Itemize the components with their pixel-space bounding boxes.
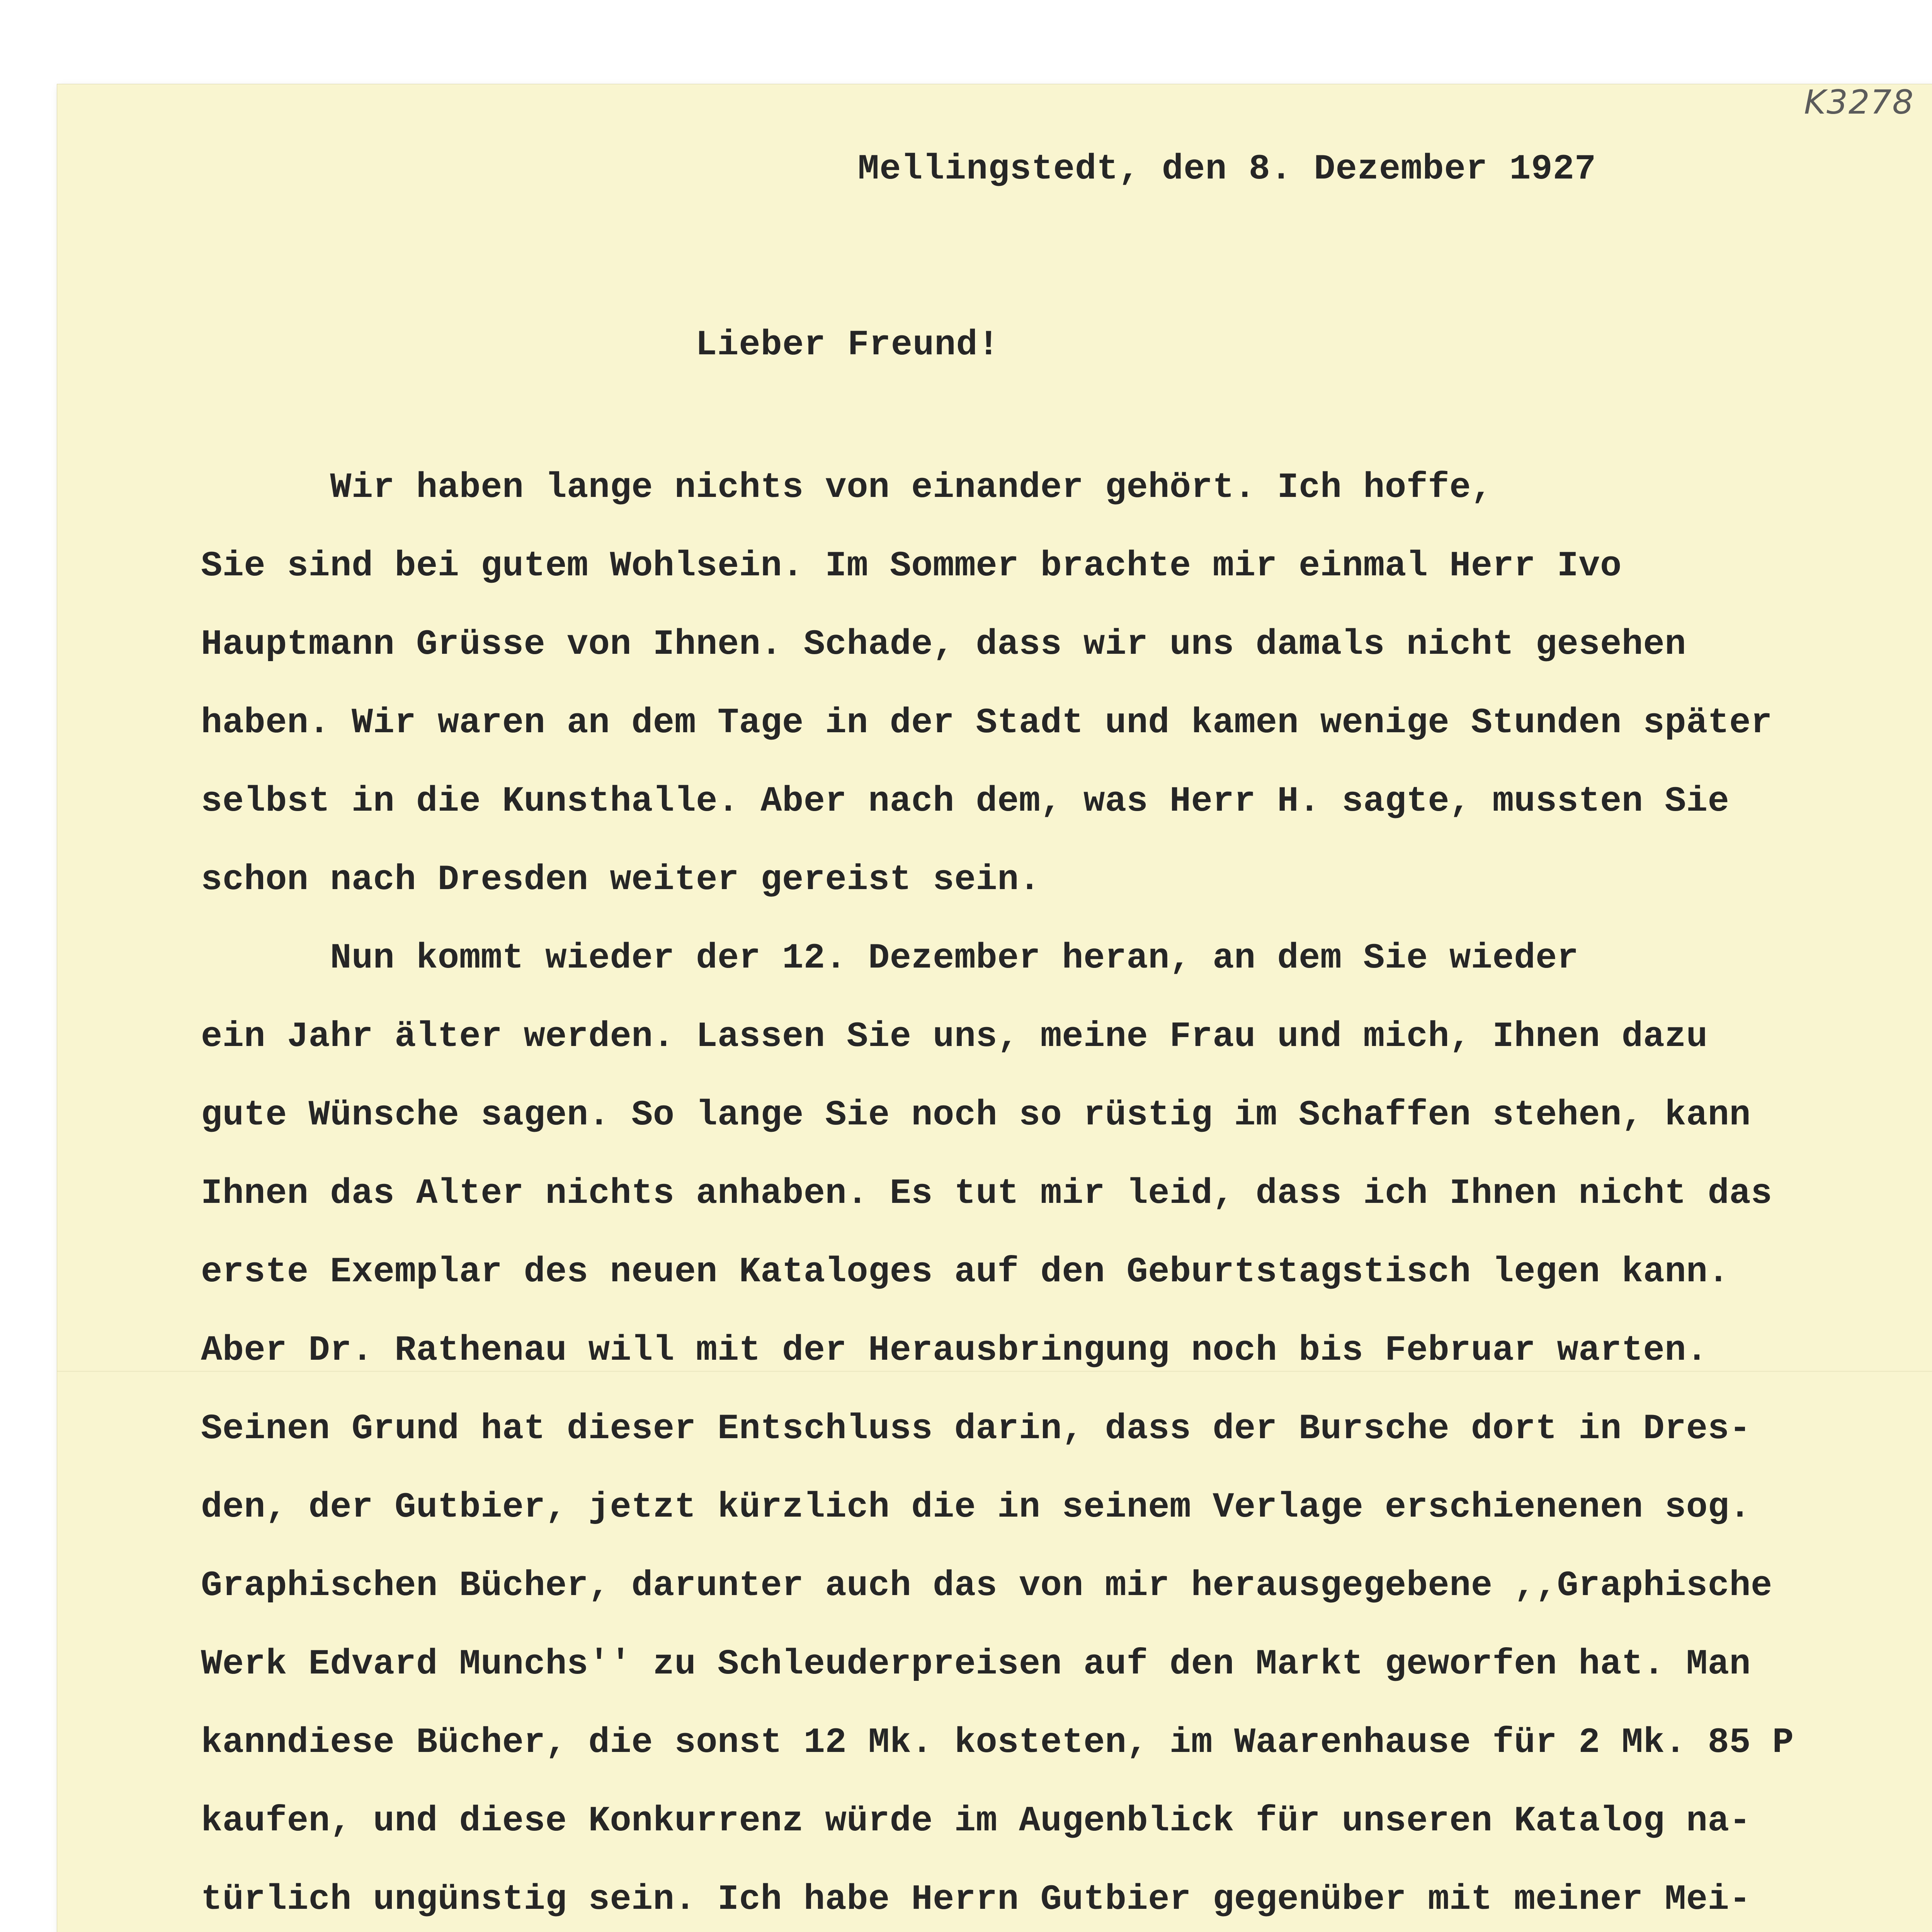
letter-dateline: Mellingstedt, den 8. Dezember 1927 [858, 149, 1597, 189]
body-line: selbst in die Kunsthalle. Aber nach dem, was Herr H. sagte, mussten Sie [201, 781, 1730, 821]
body-line: haben. Wir waren an dem Tage in der Stadt und kamen wenige Stunden später [201, 702, 1772, 743]
body-line: türlich ungünstig sein. Ich habe Herrn Gutbier gegenüber mit meiner Mei- [201, 1879, 1751, 1920]
body-line: gute Wünsche sagen. So lange Sie noch so rüstig im Schaffen stehen, kann [201, 1095, 1751, 1135]
body-line: Graphischen Bücher, darunter auch das von mir herausgegebene ,,Graphische [201, 1565, 1772, 1606]
body-line: Nun kommt wieder der 12. Dezember heran, an dem Sie wieder [201, 938, 1579, 978]
body-line: Seinen Grund hat dieser Entschluss darin, dass der Bursche dort in Dres- [201, 1408, 1751, 1449]
body-line: Sie sind bei gutem Wohlsein. Im Sommer brachte mir einmal Herr Ivo [201, 546, 1622, 586]
body-line: Werk Edvard Munchs'' zu Schleuderpreisen auf den Markt geworfen hat. Man [201, 1644, 1751, 1684]
body-line: Hauptmann Grüsse von Ihnen. Schade, dass wir uns damals nicht gesehen [201, 624, 1686, 665]
archive-number: K3278 [1804, 83, 1914, 122]
body-line: erste Exemplar des neuen Kataloges auf den Geburtstagstisch legen kann. [201, 1252, 1730, 1292]
body-line: Ihnen das Alter nichts anhaben. Es tut mir leid, dass ich Ihnen nicht das [201, 1173, 1772, 1214]
body-line: schon nach Dresden weiter gereist sein. [201, 859, 1041, 900]
body-line: den, der Gutbier, jetzt kürzlich die in seinem Verlage erschienenen sog. [201, 1487, 1751, 1527]
letter-body [201, 448, 1932, 1932]
body-line: Aber Dr. Rathenau will mit der Herausbringung noch bis Februar warten. [201, 1330, 1708, 1371]
body-line: ein Jahr älter werden. Lassen Sie uns, meine Frau und mich, Ihnen dazu [201, 1016, 1708, 1057]
body-line: kaufen, und diese Konkurrenz würde im Augenblick für unseren Katalog na- [201, 1801, 1751, 1841]
letter-salutation: Lieber Freund! [696, 325, 1000, 365]
body-line: kanndiese Bücher, die sonst 12 Mk. kosteten, im Waarenhause für 2 Mk. 85 P [201, 1722, 1794, 1763]
body-line: Wir haben lange nichts von einander gehört. Ich hoffe, [201, 467, 1493, 508]
